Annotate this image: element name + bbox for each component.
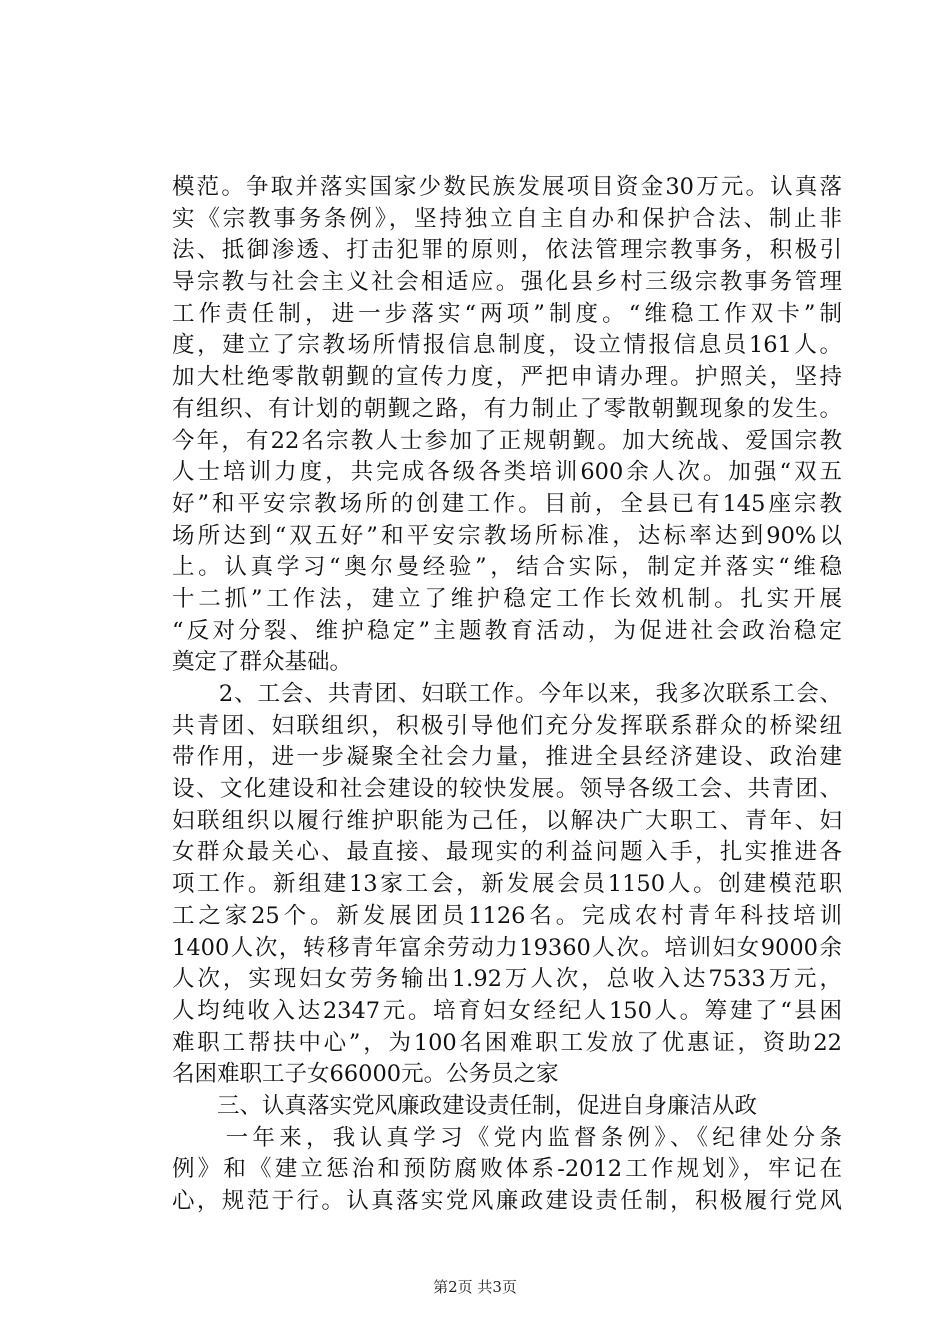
text-line: 度，建立了宗教场所情报信息制度，设立情报信息员161人。 <box>172 332 842 359</box>
text-line: 法、抵御渗透、打击犯罪的原则，依法管理宗教事务，积极引 <box>172 237 842 264</box>
text-line: 好”和平安宗教场所的创建工作。目前，全县已有145座宗教 <box>172 490 842 517</box>
text-line: 导宗教与社会主义社会相适应。强化县乡村三级宗教事务管理 <box>172 269 842 296</box>
text-line: 妇联组织以履行维护职能为己任，以解决广大职工、青年、妇 <box>172 807 842 834</box>
text-line: 实《宗教事务条例》，坚持独立自主自办和保护合法、制止非 <box>172 205 842 232</box>
text-line: 工之家25个。新发展团员1126名。完成农村青年科技培训 <box>172 902 842 929</box>
text-line: 人士培训力度，共完成各级各类培训600余人次。加强“双五 <box>172 459 842 486</box>
text-line: 三、认真落实党风廉政建设责任制，促进自身廉洁从政 <box>172 1092 758 1119</box>
text-line: 1400人次，转移青年富余劳动力19360人次。培训妇女9000余 <box>172 934 842 961</box>
text-line: 模范。争取并落实国家少数民族发展项目资金30万元。认真落 <box>172 174 842 200</box>
text-line: 带作用，进一步凝聚全社会力量，推进全县经济建设、政治建 <box>172 744 842 771</box>
text-line: 难职工帮扶中心”，为100名困难职工发放了优惠证，资助22 <box>172 1029 842 1056</box>
text-line: 场所达到“双五好”和平安宗教场所标准，达标率达到90%以 <box>172 522 842 549</box>
text-line: 有组织、有计划的朝觐之路，有力制止了零散朝觐现象的发生。 <box>172 395 842 422</box>
text-line: 项工作。新组建13家工会，新发展会员1150人。创建模范职 <box>172 871 842 898</box>
text-line: 人次，实现妇女劳务输出1.92万人次，总收入达7533万元， <box>172 966 842 993</box>
text-line: “反对分裂、维护稳定”主题教育活动，为促进社会政治稳定 <box>172 617 842 644</box>
text-line: 人均纯收入达2347元。培育妇女经纪人150人。筹建了“县困 <box>172 997 842 1024</box>
text-line: 工作责任制，进一步落实“两项”制度。“维稳工作双卡”制 <box>172 300 842 327</box>
text-line: 十二抓”工作法，建立了维护稳定工作长效机制。扎实开展 <box>172 585 842 612</box>
text-line: 设、文化建设和社会建设的较快发展。领导各级工会、共青团、 <box>172 776 842 803</box>
text-line: 上。认真学习“奥尔曼经验”，结合实际，制定并落实“维稳 <box>172 554 842 581</box>
text-line: 共青团、妇联组织，积极引导他们充分发挥联系群众的桥梁纽 <box>172 712 842 739</box>
text-line: 一年来，我认真学习《党内监督条例》、《纪律处分条 <box>172 1124 842 1151</box>
text-line: 2、工会、共青团、妇联工作。今年以来，我多次联系工会、 <box>172 681 842 707</box>
text-line: 名困难职工子女66000元。公务员之家 <box>172 1061 559 1088</box>
text-line: 女群众最关心、最直接、最现实的利益问题入手，扎实推进各 <box>172 839 842 866</box>
text-line: 奠定了群众基础。 <box>172 649 353 676</box>
text-line: 心，规范于行。认真落实党风廉政建设责任制，积极履行党风 <box>172 1188 842 1214</box>
text-line: 加大杜绝零散朝觐的宣传力度，严把申请办理。护照关，坚持 <box>172 364 842 391</box>
text-line: 今年，有22名宗教人士参加了正规朝觐。加大统战、爱国宗教 <box>172 427 842 454</box>
body-text <box>172 172 842 1218</box>
text-line: 例》和《建立惩治和预防腐败体系-2012工作规划》，牢记在 <box>172 1156 842 1183</box>
page-footer: 第2页 共3页 <box>433 1278 517 1296</box>
